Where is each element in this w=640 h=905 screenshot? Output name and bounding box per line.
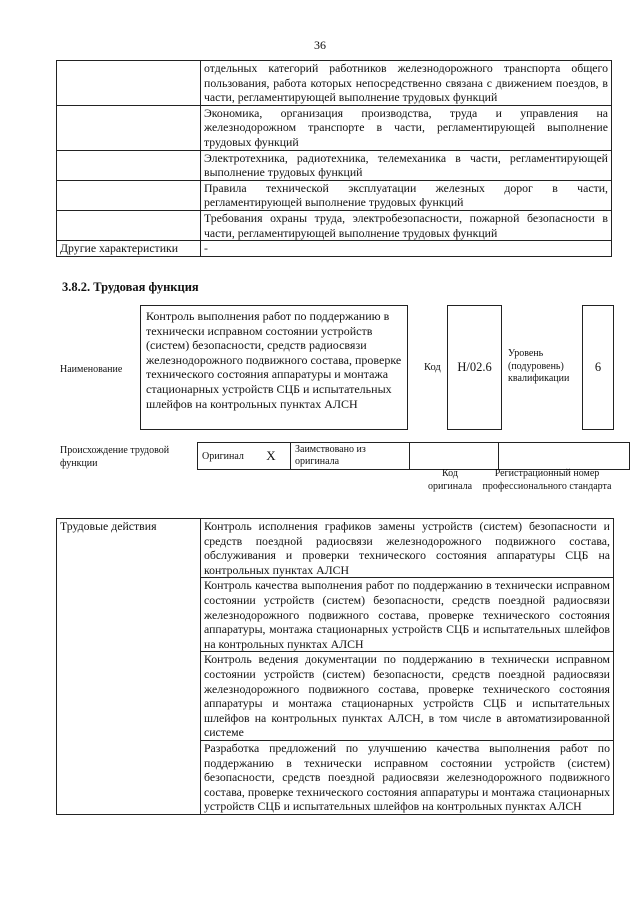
labor-action: Контроль ведения документации по поддержанию в технически исправном состоянии устройств (систем) безопасности, средств поездной радиосвязи железнодорожного подвижного состава, проверке технического состояния аппаратуры и монтажа стационарных устройств СЦБ и испытательных шлейфов на контрольных пунктах АЛСН, в том числе в автоматизированной системе [201, 652, 614, 741]
row-text: - [201, 241, 612, 257]
row-label [57, 105, 201, 150]
original-mark: X [252, 443, 291, 470]
function-name: Контроль выполнения работ по поддержанию в технически исправном состоянии устройств (систем) безопасности, средств радиосвязи железнодорожного подвижного состава, проверке технического состояния аппаратуры и монтажа стационарных устройств СЦБ и испытательных шлейфов на контрольных пунктах АЛСН [140, 305, 408, 430]
page-number: 36 [314, 38, 326, 52]
reg-number-caption: Регистрационный номер профессионального стандарта [482, 468, 612, 492]
level-label: Уровень (подуровень) квалификации [508, 348, 570, 384]
row-text: Требования охраны труда, электробезопасности, пожарной безопасности в части, регламентирующей выполнение трудовых функций [201, 210, 612, 240]
table-row [57, 180, 612, 210]
reg-number-cell [499, 443, 630, 470]
qualification-level-value: 6 [594, 360, 602, 374]
table-row [57, 150, 612, 180]
table-row [57, 210, 612, 240]
row-label [57, 150, 201, 180]
table-row [57, 519, 614, 578]
name-label: Наименование [60, 364, 123, 375]
table-row [57, 105, 612, 150]
original-code-cell [410, 443, 499, 470]
row-text: Экономика, организация производства, труда и управления на железнодорожном транспорте в части, регламентирующей выполнение трудовых функций [201, 105, 612, 150]
row-label [57, 210, 201, 240]
table-row [57, 241, 612, 257]
function-code [447, 305, 502, 430]
section-heading: 3.8.2. Трудовая функция [62, 280, 199, 294]
labor-action: Разработка предложений по улучшению качества выполнения работ по поддержанию в технически исправном состоянии устройств (систем) безопасности, средств поездной радиосвязи железнодорожного подвижного состава, проверке технического состояния аппаратуры и монтажа стационарных устройств СЦБ и испытательных шлейфов на контрольных пунктах АЛСН [201, 740, 614, 814]
code-label: Код [424, 362, 441, 373]
original-label: Оригинал [198, 443, 253, 470]
labor-actions-table [56, 518, 614, 815]
origin-label: Происхождение трудовой функции [60, 445, 170, 469]
row-text: отдельных категорий работников железнодорожного транспорта общего пользования, работа которых непосредственно связана с движением поездов, в части, регламентирующей выполнение трудовых функций [201, 61, 612, 106]
function-code-value: Н/02.6 [457, 360, 492, 374]
row-label: Другие характеристики [57, 241, 201, 257]
labor-actions-label: Трудовые действия [57, 519, 201, 815]
original-code-caption: Код оригинала [427, 468, 473, 492]
knowledge-table [56, 60, 612, 257]
labor-action: Контроль исполнения графиков замены устройств (систем) безопасности и средств поездной радиосвязи железнодорожного подвижного состава, обслуживания и проверки технического состояния аппаратуры СЦБ на контрольных пунктах АЛСН [201, 519, 614, 578]
row-label [57, 180, 201, 210]
labor-action: Контроль качества выполнения работ по поддержанию в технически исправном состоянии устройств (систем) безопасности, средств поездной радиосвязи железнодорожного подвижного состава, проверке технического состояния аппаратуры, монтажа стационарных устройств СЦБ и испытательных шлейфов на контрольных пунктах АЛСН [201, 578, 614, 652]
qualification-level [582, 305, 614, 430]
table-row [57, 61, 612, 106]
row-text: Правила технической эксплуатации железных дорог в части, регламентирующей выполнение трудовых функций [201, 180, 612, 210]
row-label [57, 61, 201, 106]
origin-table [197, 442, 630, 470]
borrowed-label: Заимствовано из оригинала [291, 443, 410, 470]
row-text: Электротехника, радиотехника, телемеханика в части, регламентирующей выполнение трудовых функций [201, 150, 612, 180]
